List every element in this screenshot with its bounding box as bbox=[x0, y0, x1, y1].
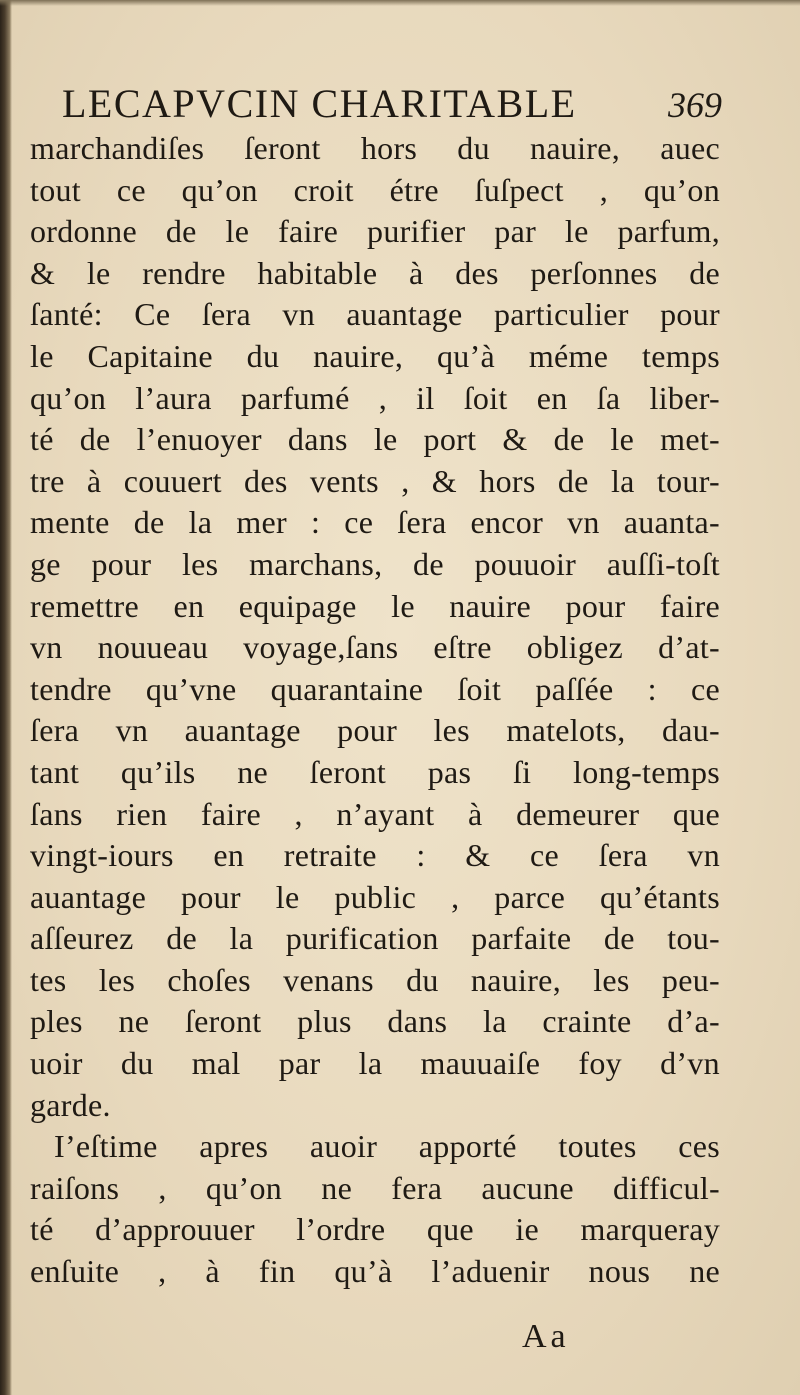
text-line: uoir du mal par la mauuaiſe foy d’vn bbox=[30, 1045, 720, 1082]
paragraph-end-line: garde. bbox=[30, 1086, 111, 1123]
text-line: marchandiſes ſeront hors du nauire, auec bbox=[30, 130, 720, 166]
text-line: ordonne de le faire purifier par le parfum, bbox=[30, 213, 720, 250]
page-number: 369 bbox=[668, 85, 722, 125]
text-line: té de l’enuoyer dans le port & de le met- bbox=[30, 421, 720, 458]
text-line: remettre en equipage le nauire pour faire bbox=[30, 587, 720, 624]
text-line: ſera vn auantage pour les matelots, dau- bbox=[30, 712, 720, 749]
text-line: tes les choſes venans du nauire, les peu- bbox=[30, 961, 720, 998]
running-title: LECAPVCIN CHARITABLE bbox=[62, 81, 577, 126]
text-line: & le rendre habitable à des perſonnes de bbox=[30, 254, 720, 291]
text-line: auantage pour le public , parce qu’étants bbox=[30, 878, 720, 915]
text-line: ſans rien faire , n’ayant à demeurer que bbox=[30, 795, 720, 832]
text-line: le Capitaine du nauire, qu’à méme temps bbox=[30, 337, 720, 374]
page-top-edge bbox=[0, 0, 800, 6]
text-line: tre à couuert des vents , & hors de la tour- bbox=[30, 462, 720, 499]
text-line: qu’on l’aura parfumé , il ſoit en ſa liber- bbox=[30, 379, 720, 416]
text-line: ge pour les marchans, de pouuoir auſſi-toſt bbox=[30, 545, 720, 582]
text-line: aſſeurez de la purification parfaite de tou- bbox=[30, 920, 720, 957]
text-line: enſuite , à fin qu’à l’aduenir nous ne bbox=[30, 1253, 720, 1290]
paragraph-start-line: I’eſtime apres auoir apporté toutes ces bbox=[54, 1128, 720, 1165]
text-line: ſanté: Ce ſera vn auantage particulier pour bbox=[30, 296, 720, 333]
text-line: mente de la mer : ce ſera encor vn auanta- bbox=[30, 504, 720, 541]
body-text bbox=[30, 128, 720, 1293]
text-line: vingt-iours en retraite : & ce ſera vn bbox=[30, 837, 720, 874]
signature-mark: Aa bbox=[522, 1318, 570, 1355]
page-header bbox=[62, 76, 722, 132]
text-line: tout ce qu’on croit étre ſuſpect , qu’on bbox=[30, 171, 720, 208]
text-line: tant qu’ils ne ſeront pas ſi long-temps bbox=[30, 753, 720, 790]
text-line: té d’approuuer l’ordre que ie marqueray bbox=[30, 1211, 720, 1248]
text-line: vn nouueau voyage,ſans eſtre obligez d’at- bbox=[30, 629, 720, 666]
text-line: ples ne ſeront plus dans la crainte d’a- bbox=[30, 1003, 720, 1040]
page-binding-edge bbox=[0, 0, 12, 1395]
text-line: raiſons , qu’on ne fera aucune difficul- bbox=[30, 1169, 720, 1206]
text-line: tendre qu’vne quarantaine ſoit paſſée : ce bbox=[30, 670, 720, 707]
